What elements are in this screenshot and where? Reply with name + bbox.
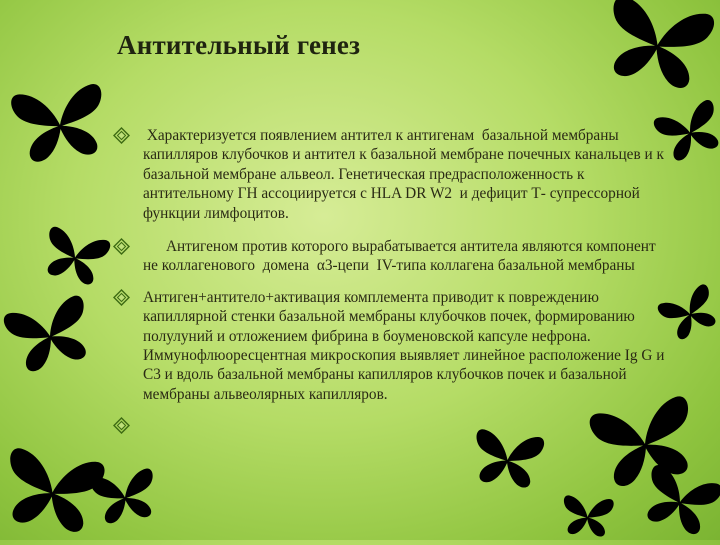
bullet-item bbox=[113, 416, 673, 435]
butterfly-icon bbox=[0, 290, 103, 383]
diamond-bullet-icon bbox=[113, 127, 130, 144]
butterfly-icon bbox=[466, 425, 549, 495]
bullet-item bbox=[113, 126, 673, 223]
butterfly-icon bbox=[558, 493, 617, 542]
butterfly-icon bbox=[5, 78, 115, 171]
bullet-list bbox=[113, 126, 673, 435]
butterfly-icon bbox=[86, 464, 164, 530]
diamond-bullet-icon bbox=[113, 289, 130, 306]
butterfly-icon bbox=[592, 0, 720, 101]
butterfly-icon bbox=[34, 222, 116, 293]
bullet-text: Характеризуется появлением антител к антигенам базальной мембраны капилляров клубочков и антител к базальной мембране почечных канальцев и к базальной мембране альвеол. Генетическая предрасположенность к антительному ГН ассоциируется с HLA DR W2 и дефицит Т- супрессорной функции лимфоцитов. bbox=[143, 127, 668, 222]
bullet-text: Антигеном против которого вырабатывается антитела являются компонент не коллагенового домена α3-цепи IV-типа коллагена базальной мембраны bbox=[143, 238, 660, 275]
bullet-item bbox=[113, 237, 673, 276]
slide-title: Антительный генез bbox=[117, 30, 361, 60]
bullet-item bbox=[113, 288, 673, 404]
diamond-bullet-icon bbox=[113, 238, 130, 255]
diamond-bullet-icon bbox=[113, 417, 130, 434]
bullet-text: Антиген+антитело+активация комплемента приводит к повреждению капиллярной стенки базальной мембраны клубочков почек, формированию полулуний и отложением фибрина в боуменовской капсуле нефрона. Иммунофлюоресцентная микроскопия выявляет линейное расположение Ig G и С3 и вдоль базальной мембраны капилляров клубочков почек и базальной мембраны альвеолярных капилляров. bbox=[143, 288, 665, 403]
